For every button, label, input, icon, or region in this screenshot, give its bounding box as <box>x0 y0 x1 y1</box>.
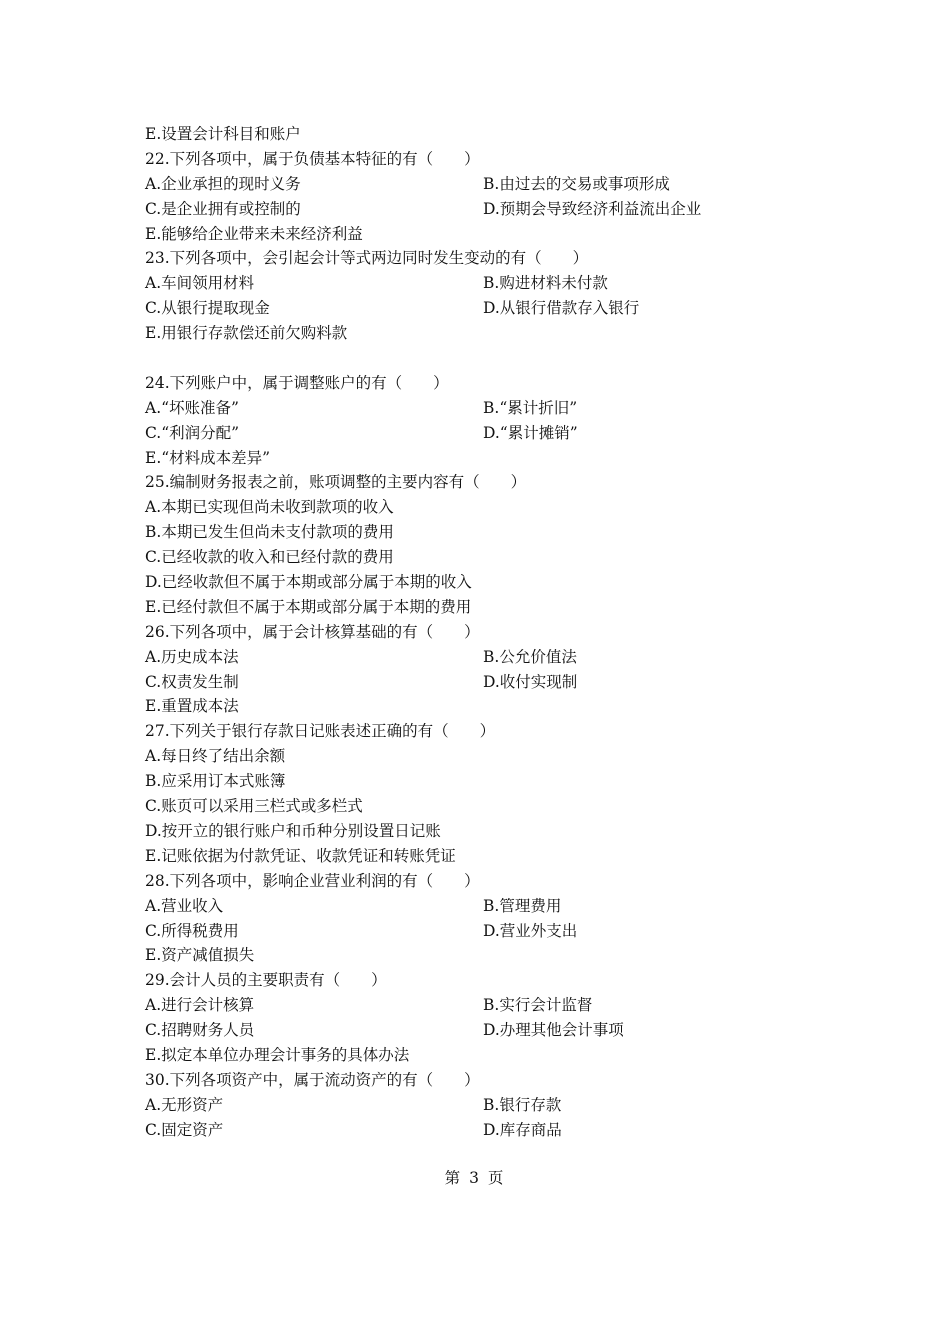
option-b: B.由过去的交易或事项形成 <box>483 174 670 193</box>
option-c: C.从银行提取现金 <box>145 299 270 318</box>
option-d: D.从银行借款存入银行 <box>483 299 640 318</box>
option-c: C.固定资产 <box>145 1120 224 1139</box>
option-e: E.已经付款但不属于本期或部分属于本期的费用 <box>145 597 472 616</box>
question-text: 29.会计人员的主要职责有（ ） <box>145 971 387 990</box>
question-26-stem <box>145 620 845 645</box>
option-b: B.公允价值法 <box>483 647 577 666</box>
option-e: E.用银行存款偿还前欠购料款 <box>145 324 348 343</box>
option-b: B.应采用订本式账簿 <box>145 772 286 791</box>
option-a: A.车间领用材料 <box>145 274 255 293</box>
question-text: 28.下列各项中，影响企业营业利润的有（ ） <box>145 871 480 890</box>
option-row <box>145 993 845 1018</box>
option-row <box>145 172 845 197</box>
option-line <box>145 122 845 147</box>
option-c: C.是企业拥有或控制的 <box>145 199 301 218</box>
option-e: E.“材料成本差异” <box>145 448 271 467</box>
option-row <box>145 421 845 446</box>
option-row <box>145 894 845 919</box>
question-27-stem <box>145 719 845 744</box>
page-number: 第 3 页 <box>444 1169 506 1187</box>
option-e: E.拟定本单位办理会计事务的具体办法 <box>145 1045 410 1064</box>
option-line <box>145 495 845 520</box>
option-c: C.所得税费用 <box>145 921 239 940</box>
option-row <box>145 296 845 321</box>
option-a: A.每日终了结出余额 <box>145 747 286 766</box>
option-e: E.资产减值损失 <box>145 946 255 965</box>
option-line <box>145 794 845 819</box>
option-d: D.办理其他会计事项 <box>483 1021 624 1040</box>
option-line <box>145 321 845 346</box>
option-d: D.按开立的银行账户和币种分别设置日记账 <box>145 821 441 840</box>
option-row <box>145 1018 845 1043</box>
option-d: D.营业外支出 <box>483 921 578 940</box>
option-a: A.营业收入 <box>145 896 224 915</box>
option-row <box>145 396 845 421</box>
option-b: B.管理费用 <box>483 896 562 915</box>
question-23-stem <box>145 246 845 271</box>
option-line <box>145 744 845 769</box>
option-line <box>145 694 845 719</box>
option-line <box>145 446 845 471</box>
option-c: C.权责发生制 <box>145 672 239 691</box>
option-row <box>145 197 845 222</box>
option-line <box>145 545 845 570</box>
question-text: 24.下列账户中，属于调整账户的有（ ） <box>145 373 449 392</box>
option-d: D.收付实现制 <box>483 672 578 691</box>
question-24-stem <box>145 371 845 396</box>
option-line <box>145 769 845 794</box>
option-c: C.账页可以采用三栏式或多栏式 <box>145 797 363 816</box>
option-d: D.预期会导致经济利益流出企业 <box>483 199 702 218</box>
question-text: 27.下列关于银行存款日记账表述正确的有（ ） <box>145 722 496 741</box>
option-a: A.企业承担的现时义务 <box>145 174 301 193</box>
option-line <box>145 1043 845 1068</box>
option-line <box>145 222 845 247</box>
question-text: 22.下列各项中，属于负债基本特征的有（ ） <box>145 149 480 168</box>
option-a: A.“坏账准备” <box>145 398 239 417</box>
option-row <box>145 1093 845 1118</box>
option-a: A.本期已实现但尚未收到款项的收入 <box>145 498 394 517</box>
option-line <box>145 943 845 968</box>
question-29-stem <box>145 968 845 993</box>
question-text: 25.编制财务报表之前，账项调整的主要内容有（ ） <box>145 473 527 492</box>
option-b: B.“累计折旧” <box>483 398 578 417</box>
question-text: 30.下列各项资产中，属于流动资产的有（ ） <box>145 1070 480 1089</box>
option-a: A.无形资产 <box>145 1095 224 1114</box>
question-text: 26.下列各项中，属于会计核算基础的有（ ） <box>145 622 480 641</box>
option-line <box>145 595 845 620</box>
option-text: E.设置会计科目和账户 <box>145 125 301 143</box>
option-line <box>145 570 845 595</box>
option-line <box>145 819 845 844</box>
question-22-stem <box>145 147 845 172</box>
option-e: E.能够给企业带来未来经济利益 <box>145 224 363 243</box>
option-a: A.进行会计核算 <box>145 996 255 1015</box>
option-c: C.已经收款的收入和已经付款的费用 <box>145 548 394 567</box>
option-line <box>145 844 845 869</box>
option-c: C.“利润分配” <box>145 423 240 442</box>
exam-content <box>145 122 845 1143</box>
option-d: D.库存商品 <box>483 1120 562 1139</box>
question-30-stem <box>145 1068 845 1093</box>
question-25-stem <box>145 470 845 495</box>
option-d: D.已经收款但不属于本期或部分属于本期的收入 <box>145 573 472 592</box>
option-b: B.银行存款 <box>483 1095 562 1114</box>
option-e: E.重置成本法 <box>145 697 239 716</box>
question-text: 23.下列各项中，会引起会计等式两边同时发生变动的有（ ） <box>145 249 589 268</box>
option-a: A.历史成本法 <box>145 647 239 666</box>
option-row <box>145 919 845 944</box>
option-row <box>145 271 845 296</box>
option-b: B.购进材料未付款 <box>483 274 608 293</box>
option-e: E.记账依据为付款凭证、收款凭证和转账凭证 <box>145 846 456 865</box>
option-row <box>145 1118 845 1143</box>
option-row <box>145 670 845 695</box>
option-b: B.本期已发生但尚未支付款项的费用 <box>145 523 394 542</box>
option-d: D.“累计摊销” <box>483 423 578 442</box>
blank-line <box>145 346 845 371</box>
question-28-stem <box>145 869 845 894</box>
option-line <box>145 520 845 545</box>
option-c: C.招聘财务人员 <box>145 1021 255 1040</box>
option-row <box>145 645 845 670</box>
option-b: B.实行会计监督 <box>483 996 593 1015</box>
